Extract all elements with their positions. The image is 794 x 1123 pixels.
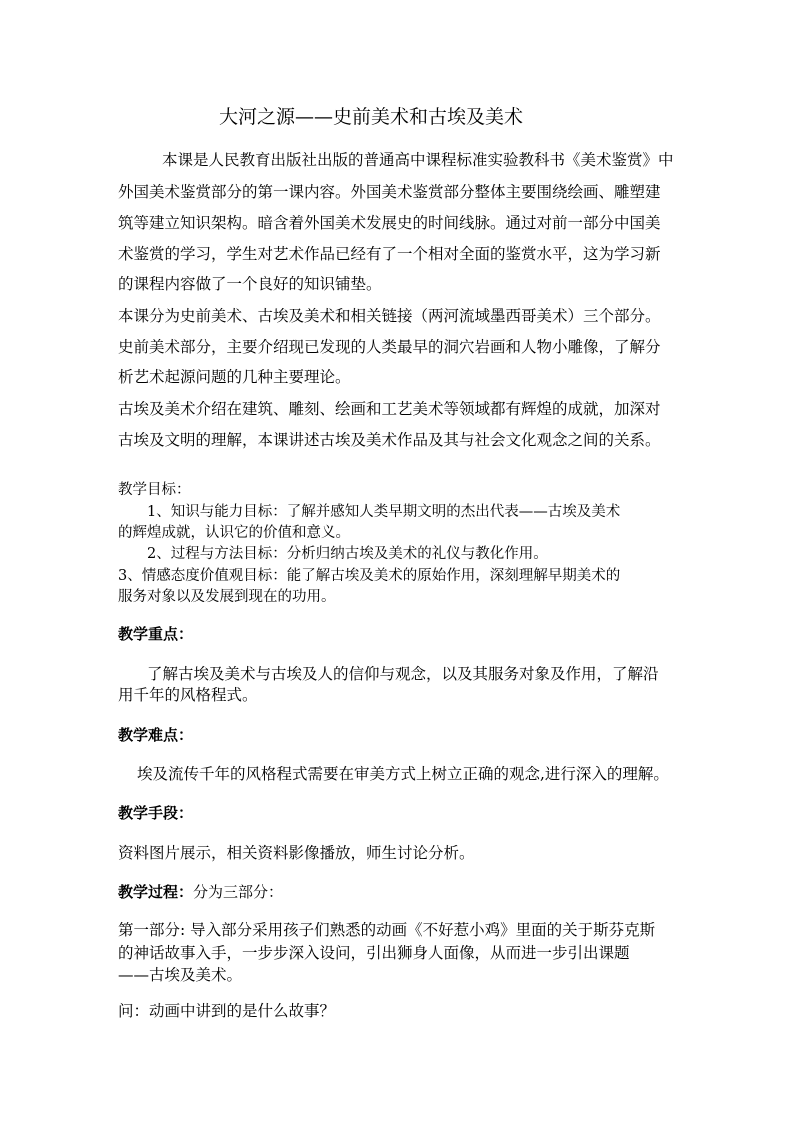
process-question: 问：动画中讲到的是什么故事？ — [118, 1002, 336, 1020]
process-heading-label: 教学过程： — [118, 883, 194, 901]
process-line: 的神话故事入手，一步步深入设问，引出狮身人面像，从而进一步引出课题 — [118, 944, 630, 962]
intro-line: 本课分为史前美术、古埃及美术和相关链接（两河流域墨西哥美术）三个部分。 — [118, 307, 661, 325]
intro-line: 本课是人民教育出版社出版的普通高中课程标准实验教科书《美术鉴赏》中 — [162, 151, 674, 169]
objectives-label: 教学目标： — [118, 482, 191, 498]
process-line: 第一部分: 导入部分采用孩子们熟悉的动画《不好惹小鸡》里面的关于斯芬克斯 — [118, 921, 656, 939]
key-points-line: 用千年的风格程式。 — [118, 686, 258, 704]
intro-line: 析艺术起源问题的几种主要理论。 — [118, 368, 351, 386]
key-points-line: 了解古埃及美术与古埃及人的信仰与观念，以及其服务对象及作用，了解沿 — [147, 665, 659, 683]
objective-line: 2、过程与方法目标：分析归纳古埃及美术的礼仪与教化作用。 — [147, 546, 548, 562]
difficulties-line: 埃及流传千年的风格程式需要在审美方式上树立正确的观念,进行深入的理解。 — [137, 765, 669, 783]
key-points-heading: 教学重点： — [118, 625, 194, 643]
process-heading — [118, 885, 283, 900]
objective-line: 3、情感态度价值观目标：能了解古埃及美术的原始作用，深刻理解早期美术的 — [118, 568, 621, 584]
process-line: ——古埃及美术。 — [118, 966, 243, 984]
means-line: 资料图片展示，相关资料影像播放，师生讨论分析。 — [118, 844, 475, 862]
objective-line: 服务对象以及发展到现在的功用。 — [118, 589, 336, 605]
intro-line: 术鉴赏的学习，学生对艺术作品已经有了一个相对全面的鉴赏水平，这为学习新 — [118, 245, 661, 263]
document-title: 大河之源——史前美术和古埃及美术 — [219, 106, 524, 128]
intro-line: 古埃及文明的理解，本课讲述古埃及美术作品及其与社会文化观念之间的关系。 — [118, 431, 661, 449]
intro-line: 的课程内容做了一个良好的知识铺垫。 — [118, 275, 382, 293]
means-heading: 教学手段： — [118, 804, 194, 822]
intro-line: 外国美术鉴赏部分的第一课内容。外国美术鉴赏部分整体主要围绕绘画、雕塑建 — [118, 183, 661, 201]
objective-line: 1、知识与能力目标：了解并感知人类早期文明的杰出代表——古埃及美术 — [147, 504, 621, 520]
objective-line: 的辉煌成就，认识它的价值和意义。 — [118, 525, 350, 541]
intro-line: 古埃及美术介绍在建筑、雕刻、绘画和工艺美术等领域都有辉煌的成就，加深对 — [118, 400, 661, 418]
process-heading-suffix: 分为三部分： — [193, 883, 284, 901]
intro-line: 史前美术部分，主要介绍现已发现的人类最早的洞穴岩画和人物小雕像，了解分 — [118, 338, 661, 356]
difficulties-heading: 教学难点： — [118, 726, 194, 744]
intro-line: 筑等建立知识架构。暗含着外国美术发展史的时间线脉。通过对前一部分中国美 — [118, 214, 661, 232]
